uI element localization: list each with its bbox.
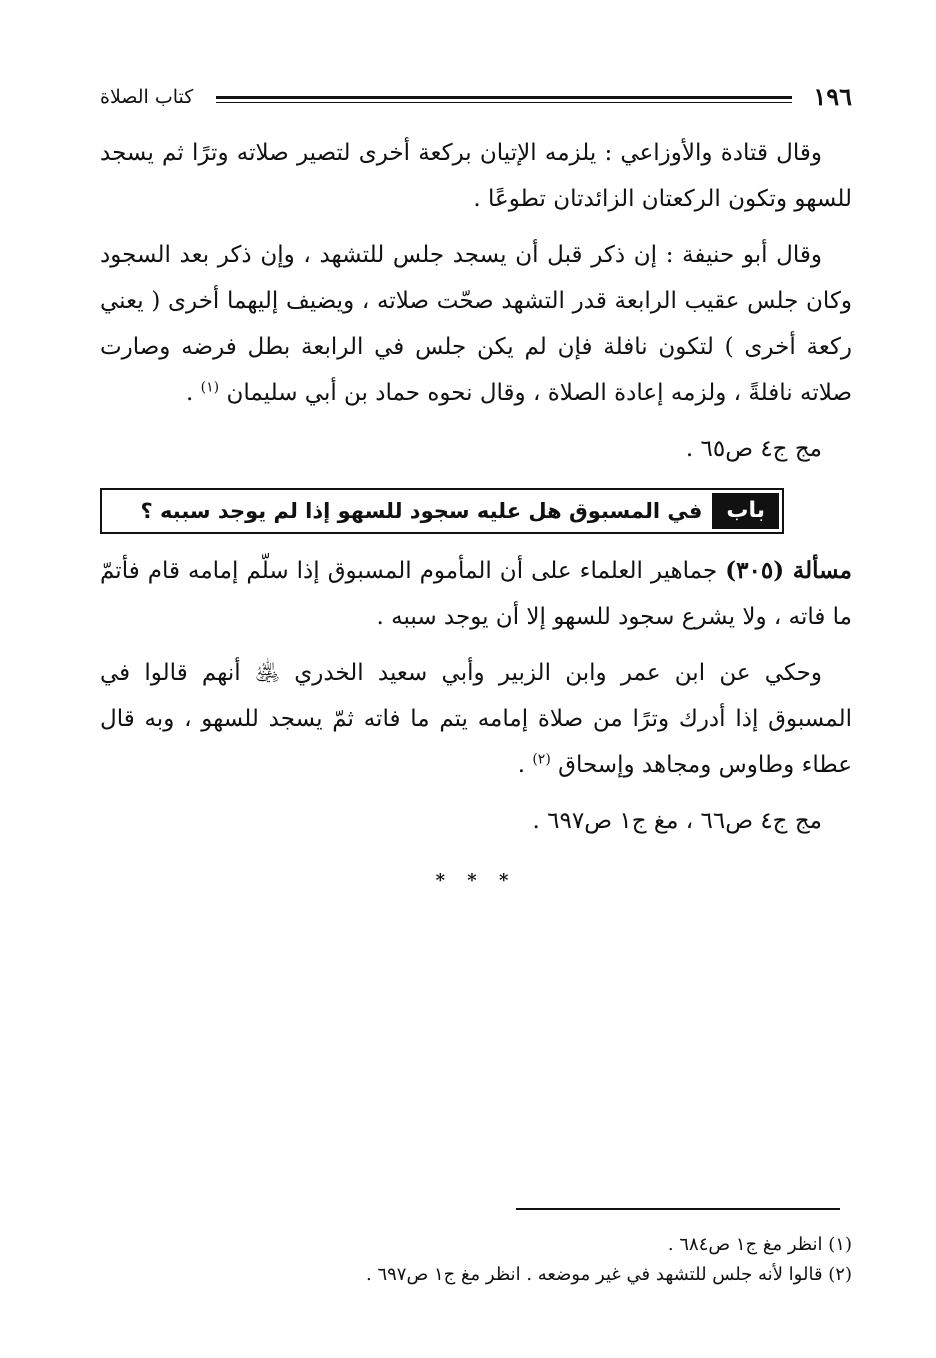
footnote-divider [516, 1208, 840, 1210]
main-text [100, 130, 852, 904]
footnote-marker-1[interactable]: (١) [200, 379, 220, 396]
section-separator: * * * [435, 870, 517, 891]
paragraph-qatada: وقال قتادة والأوزاعي : يلزمه الإتيان بركعة أخرى لتصير صلاته وترًا ثم يسجد للسهو وتكون الركعتان الزائدتان تطوعًا . [100, 140, 852, 212]
page-header [100, 80, 852, 120]
paragraph-issue [100, 548, 852, 640]
paragraph-hikaya-end: . [517, 752, 533, 778]
chapter-heading [100, 488, 784, 534]
issue-label: مسألة (٣٠٥) [725, 557, 852, 584]
page-number: ١٩٦ [813, 82, 852, 111]
header-rule [216, 96, 792, 103]
paragraph-abu-hanifa-end: . [186, 380, 201, 406]
issue-text: جماهير العلماء على أن المأموم المسبوق إذا سلّم إمامه قام فأتمّ ما فاته ، ولا يشرع سجود للسهو إلا أن يوجد سببه . [100, 558, 852, 630]
paragraph-abu-hanifa-text: وقال أبو حنيفة : إن ذكر قبل أن يسجد جلس للتشهد ، وإن ذكر بعد السجود وكان جلس عقيب الرابعة قدر التشهد صحّت صلاته ، ويضيف إليهما أخرى ( يعني ركعة أخرى ) لتكون نافلة فإن لم يكن جلس في الرابعة بطل فرضه وصارت صلاته نافلةً ، ولزمه إعادة الصلاة ، وقال نحوه حماد بن أبي سليمان [100, 242, 852, 406]
reference-2: مج ج٤ ص٦٦ ، مغ ج١ ص٦٩٧ . [532, 808, 822, 834]
footnote-2: (٢) قالوا لأنه جلس للتشهد في غير موضعه . انظر مغ ج١ ص٦٩٧ . [365, 1264, 852, 1285]
paragraph-abu-hanifa [100, 232, 852, 416]
footnote-marker-2[interactable]: (٢) [532, 751, 551, 768]
footnote-1: (١) انظر مغ ج١ ص٦٨٤ . [667, 1234, 852, 1255]
paragraph-hikaya [100, 650, 852, 788]
book-title: كتاب الصلاة [100, 86, 194, 108]
chapter-title: في المسبوق هل عليه سجود للسهو إذا لم يوجد سببه ؟ [140, 499, 703, 523]
footnotes [100, 1230, 852, 1290]
reference-1: مج ج٤ ص٦٥ . [685, 436, 822, 462]
chapter-label: باب [712, 493, 779, 529]
paragraph-hikaya-text: وحكي عن ابن عمر وابن الزبير وأبي سعيد الخدري ﵁ أنهم قالوا في المسبوق إذا أدرك وترًا من صلاة إمامه يتم ما فاته ثمّ يسجد للسهو ، وبه قال عطاء وطاوس ومجاهد وإسحاق [100, 660, 852, 778]
